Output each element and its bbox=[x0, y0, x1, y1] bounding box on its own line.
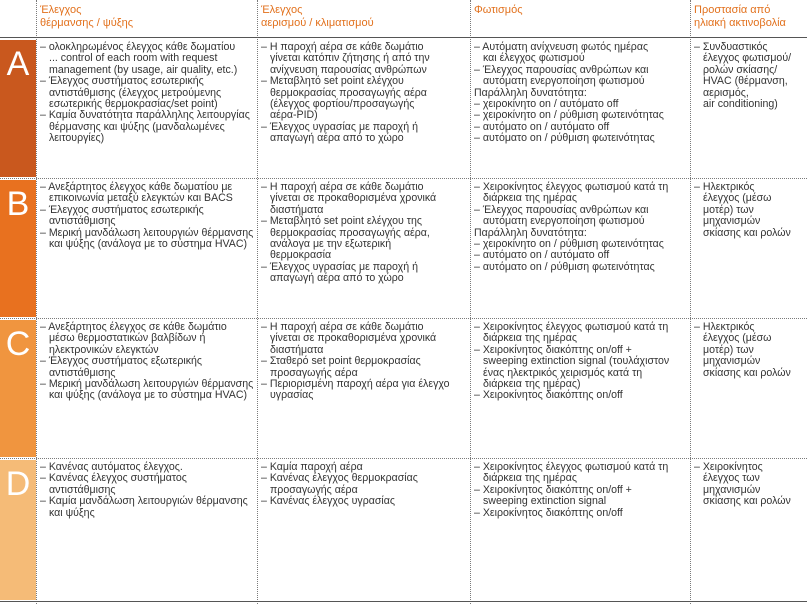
cell-line: – χειροκίνητο on / ρύθμιση φωτεινότητας bbox=[474, 109, 664, 122]
cell-line: γίνεται σε προκαθορισμένα χρονικά bbox=[270, 332, 437, 345]
cell-line: σκίασης και ρολών bbox=[703, 366, 791, 379]
cell-line: απαγωγή αέρα από το χώρο bbox=[270, 272, 404, 285]
cell-line: – Σταθερό set point θερμοκρασίας bbox=[261, 355, 421, 368]
cell-line: – αυτόματο on / αυτόματο off bbox=[474, 249, 610, 262]
cell-line: διάρκεια της ημέρας) bbox=[483, 378, 581, 391]
cell-line: – Έλεγχος συστήματος εσωτερικής bbox=[40, 203, 204, 216]
cell-lighting-c bbox=[474, 322, 669, 402]
cell-line: μηχανισμών bbox=[703, 215, 761, 228]
cell-line: μοτέρ) των bbox=[703, 203, 754, 216]
cell-line: – Κανένας έλεγχος υγρασίας bbox=[261, 495, 396, 508]
cell-line: Παράλληλη δυνατότητα: bbox=[474, 86, 587, 99]
header-line: Έλεγχος bbox=[261, 4, 303, 16]
cell-line: έλεγχος φωτισμού/ bbox=[703, 52, 792, 65]
cell-line: – Έλεγχος παρουσίας ανθρώπων και bbox=[474, 63, 649, 76]
cell-line: – αυτόματο on / ρύθμιση φωτεινότητας bbox=[474, 132, 655, 145]
cell-line: – Καμία μανδάλωση λειτουργιών θέρμανσης bbox=[40, 495, 248, 508]
cell-line: Παράλληλη δυνατότητα: bbox=[474, 226, 587, 239]
cell-line: προσαγωγής αέρα bbox=[270, 483, 358, 496]
cell-heating-cooling-b bbox=[40, 182, 253, 250]
cell-line: ... control of each room with request bbox=[49, 52, 218, 65]
cell-line: διάρκεια της ημέρας bbox=[483, 332, 577, 345]
cell-line: HVAC (θέρμανση, bbox=[703, 75, 788, 88]
cell-line: θέρμανσης και ψύξης (μανδαλωμένες bbox=[49, 120, 225, 133]
cell-line: – χειροκίνητο on / αυτόματο off bbox=[474, 98, 619, 111]
cell-line: μηχανισμών bbox=[703, 355, 761, 368]
cell-line: σκίασης και ρολών bbox=[703, 226, 791, 239]
cell-line: – Συνδυαστικός bbox=[694, 41, 768, 53]
cell-line: – αυτόματο on / ρύθμιση φωτεινότητας bbox=[474, 260, 655, 273]
cell-line: ρολών σκίασης/ bbox=[703, 63, 778, 76]
cell-line: μηχανισμών bbox=[703, 483, 761, 496]
cell-line: – Κανένας αυτόματος έλεγχος. bbox=[40, 461, 183, 473]
cell-line: διάρκεια της ημέρας bbox=[483, 472, 577, 485]
cell-line: αέρα-PID) bbox=[270, 109, 318, 122]
cell-line: – Καμία παροχή αέρα bbox=[261, 461, 363, 473]
cell-line: – Χειροκίνητος διακόπτης on/off bbox=[474, 506, 623, 519]
cell-line: – αυτόματο on / αυτόματο off bbox=[474, 120, 610, 133]
grade-letter: D bbox=[5, 465, 31, 503]
column-divider bbox=[36, 0, 37, 604]
cell-line: μέσω θερμοστατικών βαλβίδων ή bbox=[49, 332, 206, 345]
cell-heating-cooling-d bbox=[40, 462, 248, 519]
cell-line: διαστήματα bbox=[270, 203, 324, 216]
cell-line: management (by usage, air quality, etc.) bbox=[49, 63, 238, 76]
cell-line: θερμοκρασίας προσαγωγής αέρα bbox=[270, 86, 427, 99]
cell-line: – ολοκληρωμένος έλεγχος κάθε δωματίου bbox=[40, 41, 236, 53]
header-line: Φωτισμός bbox=[474, 4, 523, 16]
cell-line: υγρασίας bbox=[270, 389, 314, 402]
row-divider bbox=[0, 178, 807, 179]
cell-line: και ψύξης (ανάλογα με το σύστημα HVAC) bbox=[49, 238, 248, 251]
cell-line: air conditioning) bbox=[703, 98, 778, 111]
cell-line: διάρκεια της ημέρας bbox=[483, 192, 577, 205]
cell-ventilation-d bbox=[261, 462, 418, 508]
cell-line: σκίασης και ρολών bbox=[703, 495, 791, 508]
cell-line: – Έλεγχος υγρασίας με παροχή ή bbox=[261, 260, 418, 273]
cell-line: γίνεται κατόπιν ζήτησης ή από την bbox=[270, 52, 430, 65]
cell-line: – Μερική μανδάλωση λειτουργιών θέρμανσης bbox=[40, 226, 254, 239]
header-ventilation bbox=[261, 4, 374, 30]
cell-line: – Χειροκίνητος bbox=[694, 461, 763, 473]
column-divider bbox=[470, 0, 471, 604]
cell-line: ένας ηλεκτρικός χειρισμός κατά τη bbox=[483, 366, 643, 379]
cell-line: – Καμία δυνατότητα παράλληλης λειτουργίας bbox=[40, 109, 250, 122]
cell-line: προσαγωγής αέρα bbox=[270, 366, 358, 379]
cell-line: – Αυτόματη ανίχνευση φωτός ημέρας bbox=[474, 41, 649, 53]
cell-line: – Έλεγχος παρουσίας ανθρώπων και bbox=[474, 203, 649, 216]
cell-line: – Ηλεκτρικός bbox=[694, 321, 755, 333]
cell-line: sweeping extinction signal bbox=[483, 495, 607, 508]
table-bottom-rule bbox=[0, 601, 807, 602]
cell-solar-protection-c bbox=[694, 322, 791, 379]
cell-line: έλεγχος (μέσω bbox=[703, 192, 772, 205]
cell-line: έλεγχος (μέσω bbox=[703, 332, 772, 345]
cell-line: – Κανένας έλεγχος θερμοκρασίας bbox=[261, 472, 418, 485]
cell-line: sweeping extinction signal (τουλάχιστον bbox=[483, 355, 670, 368]
cell-line: αερισμός, bbox=[703, 86, 749, 99]
cell-line: – Μεταβλητό set point ελέγχου bbox=[261, 75, 404, 88]
cell-line: θερμοκρασίας προσαγωγής αέρα, bbox=[270, 226, 430, 239]
cell-line: εσωτερικής θερμοκρασίας/set point) bbox=[49, 98, 218, 111]
cell-line: έλεγχος των bbox=[703, 472, 760, 485]
cell-line: διαστήματα bbox=[270, 343, 324, 356]
cell-line: – Ανεξάρτητος έλεγχος σε κάθε δωμάτιο bbox=[40, 321, 227, 333]
grade-letter: C bbox=[5, 325, 31, 363]
cell-line: – Κανένας έλεγχος συστήματος bbox=[40, 472, 187, 485]
cell-line: – χειροκίνητο on / ρύθμιση φωτεινότητας bbox=[474, 238, 664, 251]
header-heating-cooling bbox=[40, 4, 133, 30]
cell-line: – Χειροκίνητος έλεγχος φωτισμού κατά τη bbox=[474, 181, 669, 193]
cell-line: λειτουργίες) bbox=[49, 132, 105, 145]
cell-line: αντιστάθμισης bbox=[49, 366, 116, 379]
cell-line: – Έλεγχος υγρασίας με παροχή ή bbox=[261, 120, 418, 133]
row-divider bbox=[0, 318, 807, 319]
cell-line: αντιστάθμισης bbox=[49, 483, 116, 496]
cell-line: – Χειροκίνητος διακόπτης on/off bbox=[474, 389, 623, 402]
cell-lighting-a bbox=[474, 42, 664, 145]
cell-line: και ψύξης (ανάλογα με το σύστημα HVAC) bbox=[49, 389, 248, 402]
header-line: Έλεγχος bbox=[40, 4, 82, 16]
grade-letter: A bbox=[6, 45, 30, 83]
cell-solar-protection-a bbox=[694, 42, 791, 110]
cell-line: θερμοκρασία bbox=[270, 249, 332, 262]
cell-line: – Η παροχή αέρα σε κάθε δωμάτιο bbox=[261, 41, 424, 53]
header-line: ηλιακή ακτινοβολία bbox=[694, 17, 786, 29]
cell-line: – Έλεγχος συστήματος εξωτερικής bbox=[40, 355, 202, 368]
grade-band-d bbox=[0, 460, 36, 600]
cell-ventilation-b bbox=[261, 182, 436, 285]
grade-band-b bbox=[0, 180, 36, 317]
header-divider bbox=[0, 37, 807, 38]
cell-line: γίνεται σε προκαθορισμένα χρονικά bbox=[270, 192, 437, 205]
header-line: θέρμανσης / ψύξης bbox=[40, 17, 134, 29]
row-divider bbox=[0, 458, 807, 459]
cell-lighting-b bbox=[474, 182, 668, 273]
column-divider bbox=[690, 0, 691, 604]
cell-line: ανάλογα με την εξωτερική bbox=[270, 238, 392, 251]
header-solar-protection bbox=[694, 4, 786, 30]
cell-line: αντιστάθμισης (έλεγχος μετρούμενης bbox=[49, 86, 222, 99]
cell-line: ηλεκτρονικών ελεγκτών bbox=[49, 343, 159, 356]
cell-solar-protection-b bbox=[694, 182, 791, 239]
cell-line: – Η παροχή αέρα σε κάθε δωμάτιο bbox=[261, 321, 424, 333]
cell-line: ανίχνευση παρουσίας ανθρώπων bbox=[270, 63, 427, 76]
cell-line: επικοινωνία μεταξύ ελεγκτών και BACS bbox=[49, 192, 233, 205]
cell-heating-cooling-a bbox=[40, 42, 250, 145]
cell-line: – Έλεγχος συστήματος εσωτερικής bbox=[40, 75, 204, 88]
cell-line: μοτέρ) των bbox=[703, 343, 754, 356]
cell-heating-cooling-c bbox=[40, 322, 253, 402]
cell-line: – Χειροκίνητος έλεγχος φωτισμού κατά τη bbox=[474, 461, 669, 473]
header-line: αερισμού / κλιματισμού bbox=[261, 17, 374, 29]
cell-line: απαγωγή αέρα από το χώρο bbox=[270, 132, 404, 145]
cell-line: και ψύξης bbox=[49, 506, 95, 519]
cell-line: αντιστάθμισης bbox=[49, 215, 116, 228]
cell-line: – Η παροχή αέρα σε κάθε δωμάτιο bbox=[261, 181, 424, 193]
cell-line: – Χειροκίνητος διακόπτης on/off + bbox=[474, 343, 632, 356]
cell-line: αυτόματη ενεργοποίηση φωτισμού bbox=[483, 215, 645, 228]
cell-line: αυτόματη ενεργοποίηση φωτισμού bbox=[483, 75, 645, 88]
cell-line: (έλεγχος φορτίου/προσαγωγής bbox=[270, 98, 415, 111]
cell-lighting-d bbox=[474, 462, 668, 519]
cell-line: – Ανεξάρτητος έλεγχος κάθε δωματίου με bbox=[40, 181, 233, 193]
header-line: Προστασία από bbox=[694, 4, 771, 16]
cell-line: – Περιορισμένη παροχή αέρα για έλεγχο bbox=[261, 378, 450, 391]
cell-line: – Μερική μανδάλωση λειτουργιών θέρμανσης bbox=[40, 378, 254, 391]
grade-band-a bbox=[0, 40, 36, 177]
cell-line: – Χειροκίνητος διακόπτης on/off + bbox=[474, 483, 632, 496]
cell-line: και έλεγχος φωτισμού bbox=[483, 52, 585, 65]
grade-letter: B bbox=[6, 185, 30, 223]
header-lighting bbox=[474, 4, 523, 17]
cell-ventilation-c bbox=[261, 322, 450, 402]
cell-solar-protection-d bbox=[694, 462, 791, 508]
grade-band-c bbox=[0, 320, 36, 457]
cell-line: – Χειροκίνητος έλεγχος φωτισμού κατά τη bbox=[474, 321, 669, 333]
column-divider bbox=[257, 0, 258, 604]
cell-line: – Ηλεκτρικός bbox=[694, 181, 755, 193]
cell-ventilation-a bbox=[261, 42, 430, 145]
cell-line: – Μεταβλητό set point ελέγχου της bbox=[261, 215, 422, 228]
